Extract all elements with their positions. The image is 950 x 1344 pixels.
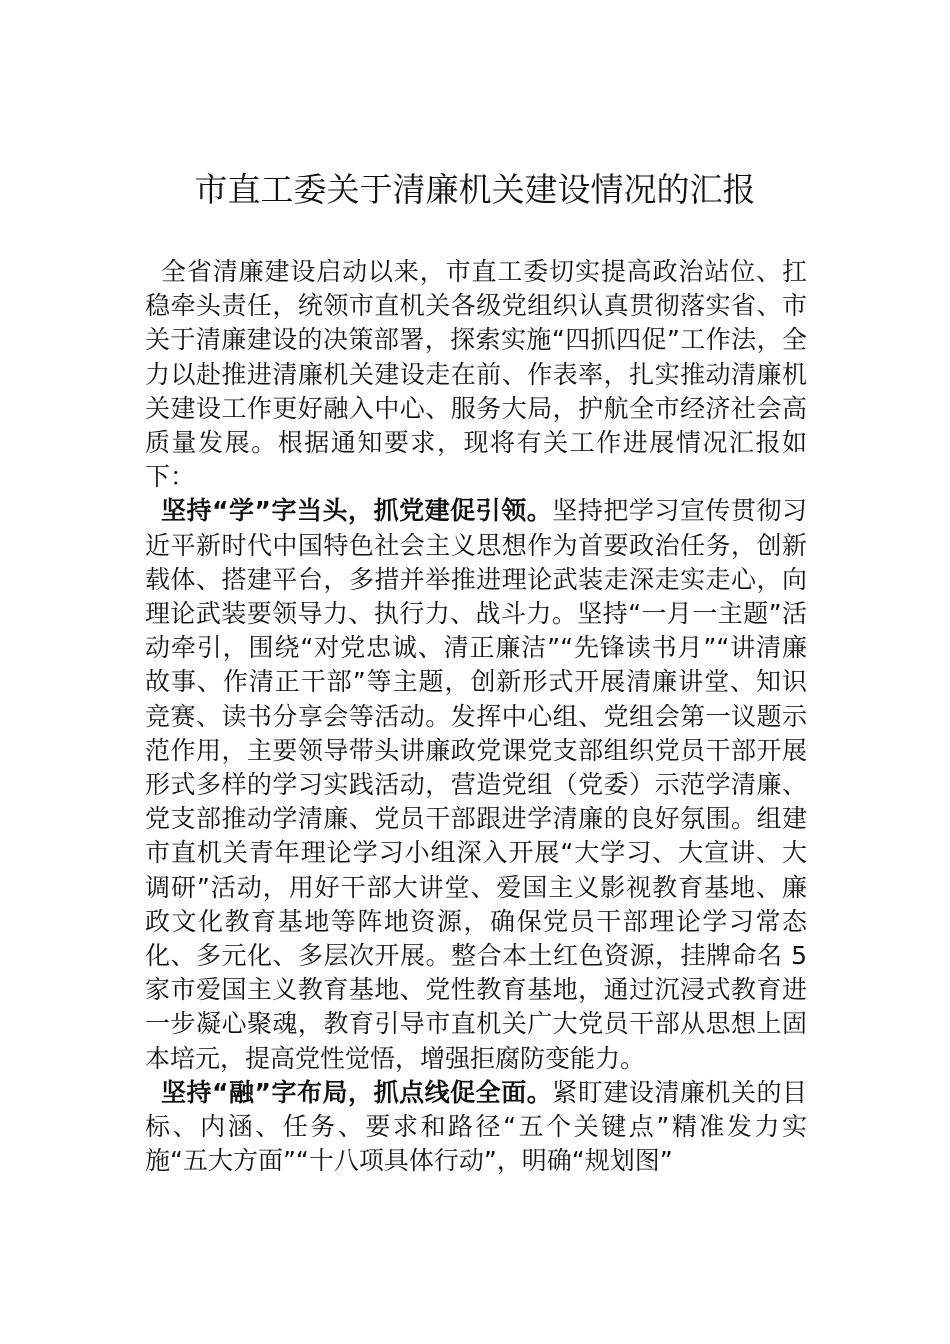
paragraph-text: 紧盯建设清廉机关的目标、内涵、任务、要求和路径“五个关键点”精准发力实施“五大方面”“十八项具体行动”，明确“规划图” [145,1077,807,1176]
paragraph-integrate [145,1076,807,1179]
paragraph-lead: 坚持“融”字布局，抓点线促全面。 [161,1077,553,1107]
paragraph-text: 坚持把学习宣传贯彻习近平新时代中国特色社会主义思想作为首要政治任务，创新载体、搭建平台，多措并举推进理论武装走深走实走心，向理论武装要领导力、执行力、战斗力。坚持“一月一主题”活动牵引，围绕“对党忠诚、清正廉洁”“先锋读书月”“讲清廉故事、作清正干部”等主题，创新形式开展清廉讲堂、知识竞赛、读书分享会等活动。发挥中心组、党组会第一议题示范作用，主要领导带头讲廉政党课党支部组织党员干部开展形式多样的学习实践活动，营造党组（党委）示范学清廉、党支部推动学清廉、党员干部跟进学清廉的良好氛围。组建市直机关青年理论学习小组深入开展“大学习、大宣讲、大调研”活动，用好干部大讲堂、爱国主义影视教育基地、廉政文化教育基地等阵地资源，确保党员干部理论学习常态化、多元化、多层次开展。整合本土红色资源，挂牌命名 5 家市爱国主义教育基地、党性教育基地，通过沉浸式教育进一步凝心聚魂，教育引导市直机关广大党员干部从思想上固本培元，提高党性觉悟，增强拒腐防变能力。 [145,496,807,1073]
paragraph-study [145,494,807,1075]
paragraph-intro [145,255,807,494]
paragraph-lead: 坚持“学”字当头，抓党建促引领。 [161,496,553,526]
paragraph-text: 全省清廉建设启动以来，市直工委切实提高政治站位、扛稳牵头责任，统领市直机关各级党组织认真贯彻落实省、市关于清廉建设的决策部署，探索实施“四抓四促”工作法，全力以赴推进清廉机关建设走在前、作表率，扎实推动清廉机关建设工作更好融入中心、服务大局，护航全市经济社会高质量发展。根据通知要求，现将有关工作进展情况汇报如下： [145,257,807,492]
document-title: 市直工委关于清廉机关建设情况的汇报 [194,170,756,209]
document-body [145,255,807,1178]
